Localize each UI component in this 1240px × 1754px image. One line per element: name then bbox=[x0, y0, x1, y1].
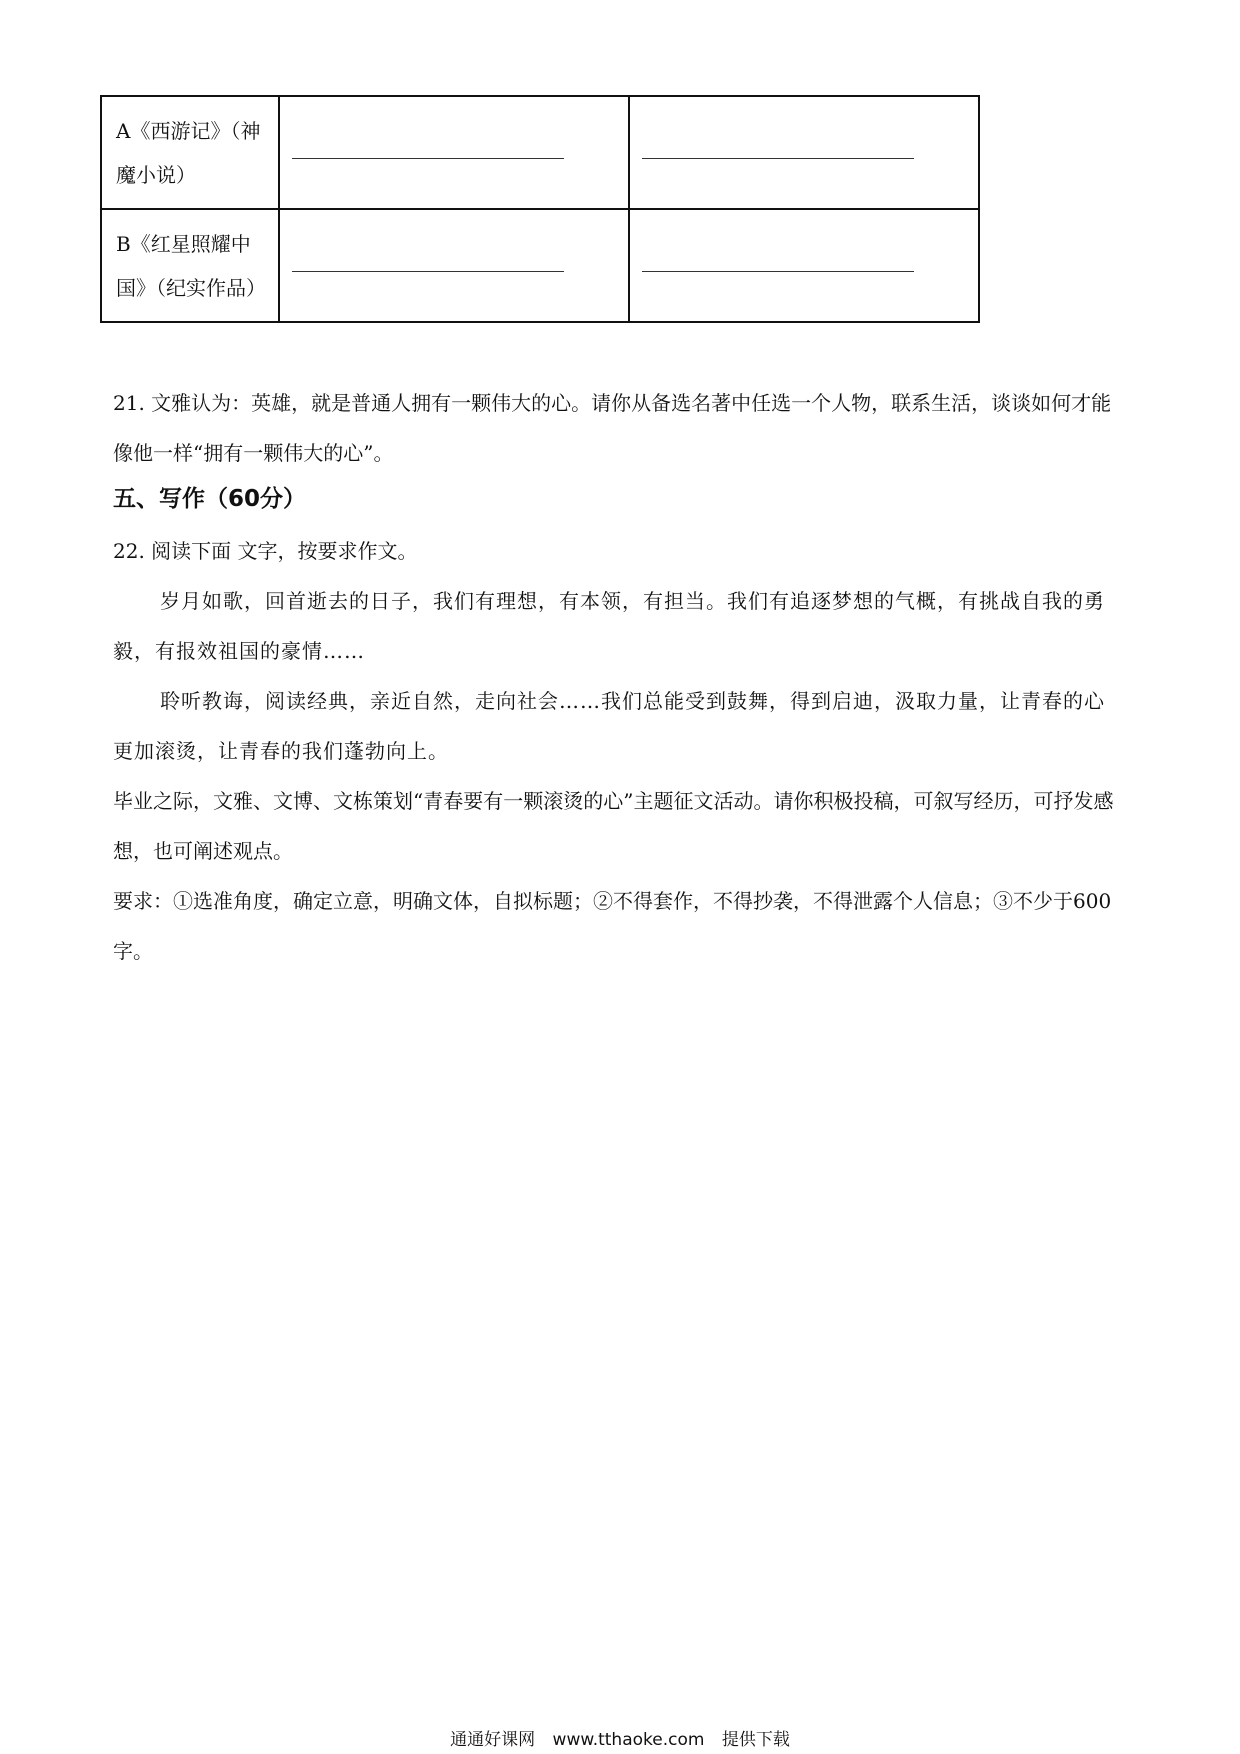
answer-blank-cell bbox=[279, 209, 629, 322]
answer-blank-cell bbox=[629, 96, 979, 209]
writing-requirements: 要求：①选准角度，确定立意，明确文体，自拟标题；②不得套作，不得抄袭，不得泄露个人信息；③不少于600字。 bbox=[113, 889, 1112, 963]
footer-url: www.tthaoke.com bbox=[552, 1730, 705, 1750]
question-21: 21. 文雅认为：英雄，就是普通人拥有一颗伟大的心。请你从备选名著中任选一个人物，联系生活，谈谈如何才能像他一样“拥有一颗伟大的心”。 bbox=[113, 391, 1112, 465]
answer-blank-line bbox=[292, 156, 564, 159]
writing-task: 毕业之际，文雅、文博、文栋策划“青春要有一颗滚烫的心”主题征文活动。请你积极投稿，可叙写经历，可抒发感想，也可阐述观点。 bbox=[113, 789, 1114, 863]
answer-blank-line bbox=[642, 269, 914, 272]
passage-paragraph-1: 岁月如歌，回首逝去的日子，我们有理想，有本领，有担当。我们有追逐梦想的气概，有挑战自我的勇毅，有报效祖国的豪情…… bbox=[113, 589, 1105, 663]
passage-paragraph-2: 聆听教诲，阅读经典，亲近自然，走向社会……我们总能受到鼓舞，得到启迪，汲取力量，让青春的心更加滚烫，让青春的我们蓬勃向上。 bbox=[113, 689, 1105, 763]
footer-site-name: 通通好课网 bbox=[450, 1730, 536, 1750]
book-name-cell: B《红星照耀中国》（纪实作品） bbox=[101, 209, 279, 322]
book-name-cell: A《西游记》（神魔小说） bbox=[101, 96, 279, 209]
answer-blank-line bbox=[642, 156, 914, 159]
question-22-intro: 22. 阅读下面 文字，按要求作文。 bbox=[113, 539, 418, 563]
section-heading: 五、写作（60分） bbox=[113, 486, 307, 512]
footer-suffix: 提供下载 bbox=[721, 1730, 790, 1750]
answer-table bbox=[100, 95, 980, 323]
table-row bbox=[101, 96, 979, 209]
table-row bbox=[101, 209, 979, 322]
page-footer bbox=[0, 1725, 1240, 1750]
answer-blank-line bbox=[292, 269, 564, 272]
answer-blank-cell bbox=[629, 209, 979, 322]
answer-blank-cell bbox=[279, 96, 629, 209]
